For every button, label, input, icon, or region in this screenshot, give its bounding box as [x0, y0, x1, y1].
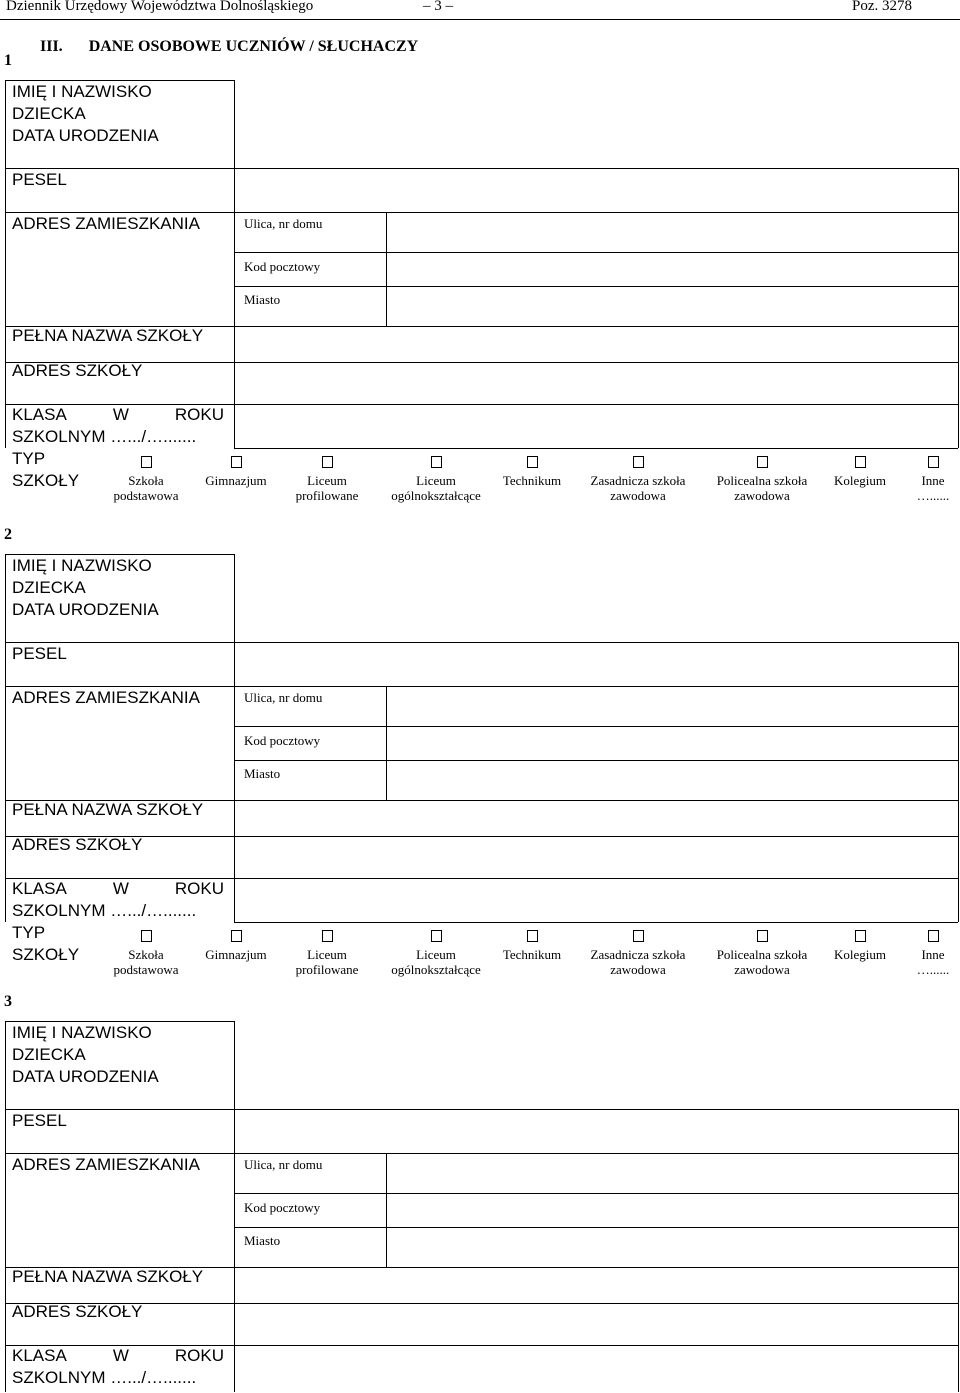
school-address-input[interactable]	[236, 364, 956, 402]
checkbox[interactable]	[322, 930, 333, 942]
street-input[interactable]	[388, 1155, 956, 1191]
pesel-label: PESEL	[12, 170, 67, 189]
type-label: TYP	[12, 449, 46, 468]
postal-label: Kod pocztowy	[244, 259, 321, 274]
city-label: Miasto	[244, 1233, 281, 1248]
postal-input[interactable]	[388, 254, 956, 284]
school-type-label-2: ogólnokształcące	[391, 488, 481, 503]
right-border	[958, 1109, 959, 1392]
checkbox[interactable]	[527, 456, 538, 468]
name-label-2: DZIECKA	[12, 1045, 86, 1064]
school-address-input[interactable]	[236, 1305, 956, 1343]
address-label: ADRES ZAMIESZKANIA	[12, 688, 200, 707]
school-type-option[interactable]	[578, 456, 698, 503]
checkbox[interactable]	[633, 930, 644, 942]
checkbox[interactable]	[757, 456, 768, 468]
class-label	[12, 1345, 224, 1367]
school-type-label: Policealna szkoła	[716, 947, 808, 962]
postal-bottom-line	[234, 760, 958, 761]
school-type-label: Gimnazjum	[205, 473, 267, 488]
class-label-word: W	[112, 879, 129, 898]
type-label: TYP	[12, 923, 46, 942]
class-label-word: KLASA	[12, 405, 67, 424]
school-name-bottom-line	[5, 1303, 958, 1304]
checkbox[interactable]	[431, 456, 442, 468]
school-type-label: Inne	[921, 947, 945, 962]
class-label-word: W	[112, 405, 129, 424]
street-bottom-line	[234, 726, 958, 727]
postal-input[interactable]	[388, 728, 956, 758]
position-number: Poz. 3278	[852, 0, 912, 14]
checkbox[interactable]	[855, 456, 866, 468]
label-divider	[234, 554, 235, 922]
header-rule	[0, 19, 960, 20]
city-input[interactable]	[388, 1229, 956, 1265]
postal-input[interactable]	[388, 1195, 956, 1225]
school-type-label-2: zawodowa	[610, 488, 666, 503]
postal-label: Kod pocztowy	[244, 733, 321, 748]
school-type-label: Inne	[921, 473, 945, 488]
type-label-2: SZKOŁY	[12, 471, 80, 490]
street-input[interactable]	[388, 688, 956, 724]
checkbox[interactable]	[431, 930, 442, 942]
label-divider	[234, 1021, 235, 1392]
school-type-label-2: profilowane	[295, 488, 359, 503]
dob-label: DATA URODZENIA	[12, 600, 159, 619]
school-address-label: ADRES SZKOŁY	[12, 1302, 143, 1321]
student-number: 3	[4, 993, 12, 1010]
name-label: IMIĘ I NAZWISKO	[12, 556, 152, 575]
school-type-label: Liceum	[307, 947, 347, 962]
page-header	[0, 0, 960, 20]
checkbox[interactable]	[231, 456, 242, 468]
pesel-input[interactable]	[236, 644, 956, 684]
school-name-input[interactable]	[236, 802, 956, 834]
class-label-word: ROKU	[174, 879, 224, 898]
school-name-input[interactable]	[236, 328, 956, 360]
pesel-label: PESEL	[12, 1111, 67, 1130]
class-label-word: ROKU	[174, 405, 224, 424]
city-label: Miasto	[244, 292, 281, 307]
school-name-label: PEŁNA NAZWA SZKOŁY	[12, 1267, 204, 1286]
school-type-option[interactable]	[873, 456, 960, 503]
name-label: IMIĘ I NAZWISKO	[12, 1023, 152, 1042]
school-name-label: PEŁNA NAZWA SZKOŁY	[12, 800, 204, 819]
checkbox[interactable]	[928, 456, 939, 468]
school-type-label: Szkoła	[128, 947, 164, 962]
left-border	[5, 80, 6, 448]
school-type-label: Kolegium	[834, 473, 886, 488]
school-year-label: SZKOLNYM ….../….......	[12, 1368, 197, 1387]
address-divider	[386, 212, 387, 326]
address-label: ADRES ZAMIESZKANIA	[12, 1155, 200, 1174]
dob-bottom-line	[234, 1109, 958, 1110]
school-type-label-2: zawodowa	[610, 962, 666, 977]
school-type-label: Liceum	[416, 473, 456, 488]
school-type-option[interactable]	[267, 456, 387, 503]
class-label	[12, 404, 224, 426]
school-type-label: Policealna szkoła	[716, 473, 808, 488]
checkbox[interactable]	[928, 930, 939, 942]
school-type-label-2: …......	[916, 488, 950, 503]
name-label-2: DZIECKA	[12, 578, 86, 597]
school-type-label: Szkoła	[128, 473, 164, 488]
address-divider	[386, 1153, 387, 1267]
class-label-word: W	[112, 1346, 129, 1365]
right-border	[958, 168, 959, 448]
street-label: Ulica, nr domu	[244, 216, 323, 231]
left-border	[5, 554, 6, 922]
school-name-bottom-line	[5, 836, 958, 837]
school-type-label-2: zawodowa	[734, 962, 790, 977]
class-label-word: ROKU	[174, 1346, 224, 1365]
school-type-option[interactable]	[873, 930, 960, 977]
type-label-2: SZKOŁY	[12, 945, 80, 964]
street-input[interactable]	[388, 214, 956, 250]
school-address-label: ADRES SZKOŁY	[12, 361, 143, 380]
class-input[interactable]	[236, 880, 956, 920]
name-label-2: DZIECKA	[12, 104, 86, 123]
pesel-input[interactable]	[236, 1111, 956, 1151]
school-name-label: PEŁNA NAZWA SZKOŁY	[12, 326, 204, 345]
checkbox[interactable]	[633, 456, 644, 468]
dob-bottom-line	[234, 642, 958, 643]
class-bottom-line	[234, 448, 958, 449]
checkbox[interactable]	[855, 930, 866, 942]
dob-label: DATA URODZENIA	[12, 126, 159, 145]
dob-bottom-line	[234, 168, 958, 169]
section-title	[40, 38, 418, 56]
class-label-word: KLASA	[12, 1346, 67, 1365]
school-type-label: Liceum	[307, 473, 347, 488]
right-border	[958, 642, 959, 922]
school-name-input[interactable]	[236, 1269, 956, 1301]
class-label-word: KLASA	[12, 879, 67, 898]
city-label: Miasto	[244, 766, 281, 781]
page-number: – 3 –	[423, 0, 453, 14]
postal-label: Kod pocztowy	[244, 1200, 321, 1215]
school-type-option[interactable]	[578, 930, 698, 977]
street-label: Ulica, nr domu	[244, 1157, 323, 1172]
address-divider	[386, 686, 387, 800]
postal-bottom-line	[234, 1227, 958, 1228]
school-type-option[interactable]	[472, 930, 592, 962]
journal-title: Dziennik Urzędowy Województwa Dolnośląskiego	[6, 0, 314, 14]
school-type-label: Gimnazjum	[205, 947, 267, 962]
name-input[interactable]	[236, 82, 956, 166]
checkbox[interactable]	[141, 930, 152, 942]
label-divider	[234, 80, 235, 448]
school-type-label: Technikum	[502, 473, 562, 488]
street-bottom-line	[234, 252, 958, 253]
school-type-label: Technikum	[502, 947, 562, 962]
street-bottom-line	[234, 1193, 958, 1194]
checkbox[interactable]	[141, 456, 152, 468]
street-label: Ulica, nr domu	[244, 690, 323, 705]
checkbox[interactable]	[231, 930, 242, 942]
postal-bottom-line	[234, 286, 958, 287]
name-input[interactable]	[236, 1023, 956, 1107]
section-name: DANE OSOBOWE UCZNIÓW / SŁUCHACZY	[88, 38, 419, 55]
school-type-label-2: podstawowa	[113, 488, 179, 503]
class-input[interactable]	[236, 406, 956, 446]
school-type-label: Kolegium	[834, 947, 886, 962]
name-label: IMIĘ I NAZWISKO	[12, 82, 152, 101]
checkbox[interactable]	[322, 456, 333, 468]
school-address-input[interactable]	[236, 838, 956, 876]
school-type-label: Zasadnicza szkoła	[590, 947, 686, 962]
student-number: 2	[4, 526, 12, 543]
school-type-label-2: profilowane	[295, 962, 359, 977]
checkbox[interactable]	[757, 930, 768, 942]
school-address-label: ADRES SZKOŁY	[12, 835, 143, 854]
city-input[interactable]	[388, 762, 956, 798]
dob-label: DATA URODZENIA	[12, 1067, 159, 1086]
school-type-option[interactable]	[267, 930, 387, 977]
name-input[interactable]	[236, 556, 956, 640]
school-type-label-2: podstawowa	[113, 962, 179, 977]
city-input[interactable]	[388, 288, 956, 324]
school-year-label: SZKOLNYM ….../….......	[12, 427, 197, 446]
school-year-label: SZKOLNYM ….../….......	[12, 901, 197, 920]
class-label	[12, 878, 224, 900]
school-type-option[interactable]	[472, 456, 592, 488]
school-name-bottom-line	[5, 362, 958, 363]
school-type-label: Zasadnicza szkoła	[590, 473, 686, 488]
student-number: 1	[4, 52, 12, 69]
section-number: III.	[40, 38, 63, 55]
school-type-label-2: zawodowa	[734, 488, 790, 503]
pesel-input[interactable]	[236, 170, 956, 210]
left-border	[5, 1021, 6, 1392]
school-type-label: Liceum	[416, 947, 456, 962]
checkbox[interactable]	[527, 930, 538, 942]
class-bottom-line	[234, 922, 958, 923]
address-label: ADRES ZAMIESZKANIA	[12, 214, 200, 233]
school-type-label-2: …......	[916, 962, 950, 977]
pesel-label: PESEL	[12, 644, 67, 663]
school-type-label-2: ogólnokształcące	[391, 962, 481, 977]
